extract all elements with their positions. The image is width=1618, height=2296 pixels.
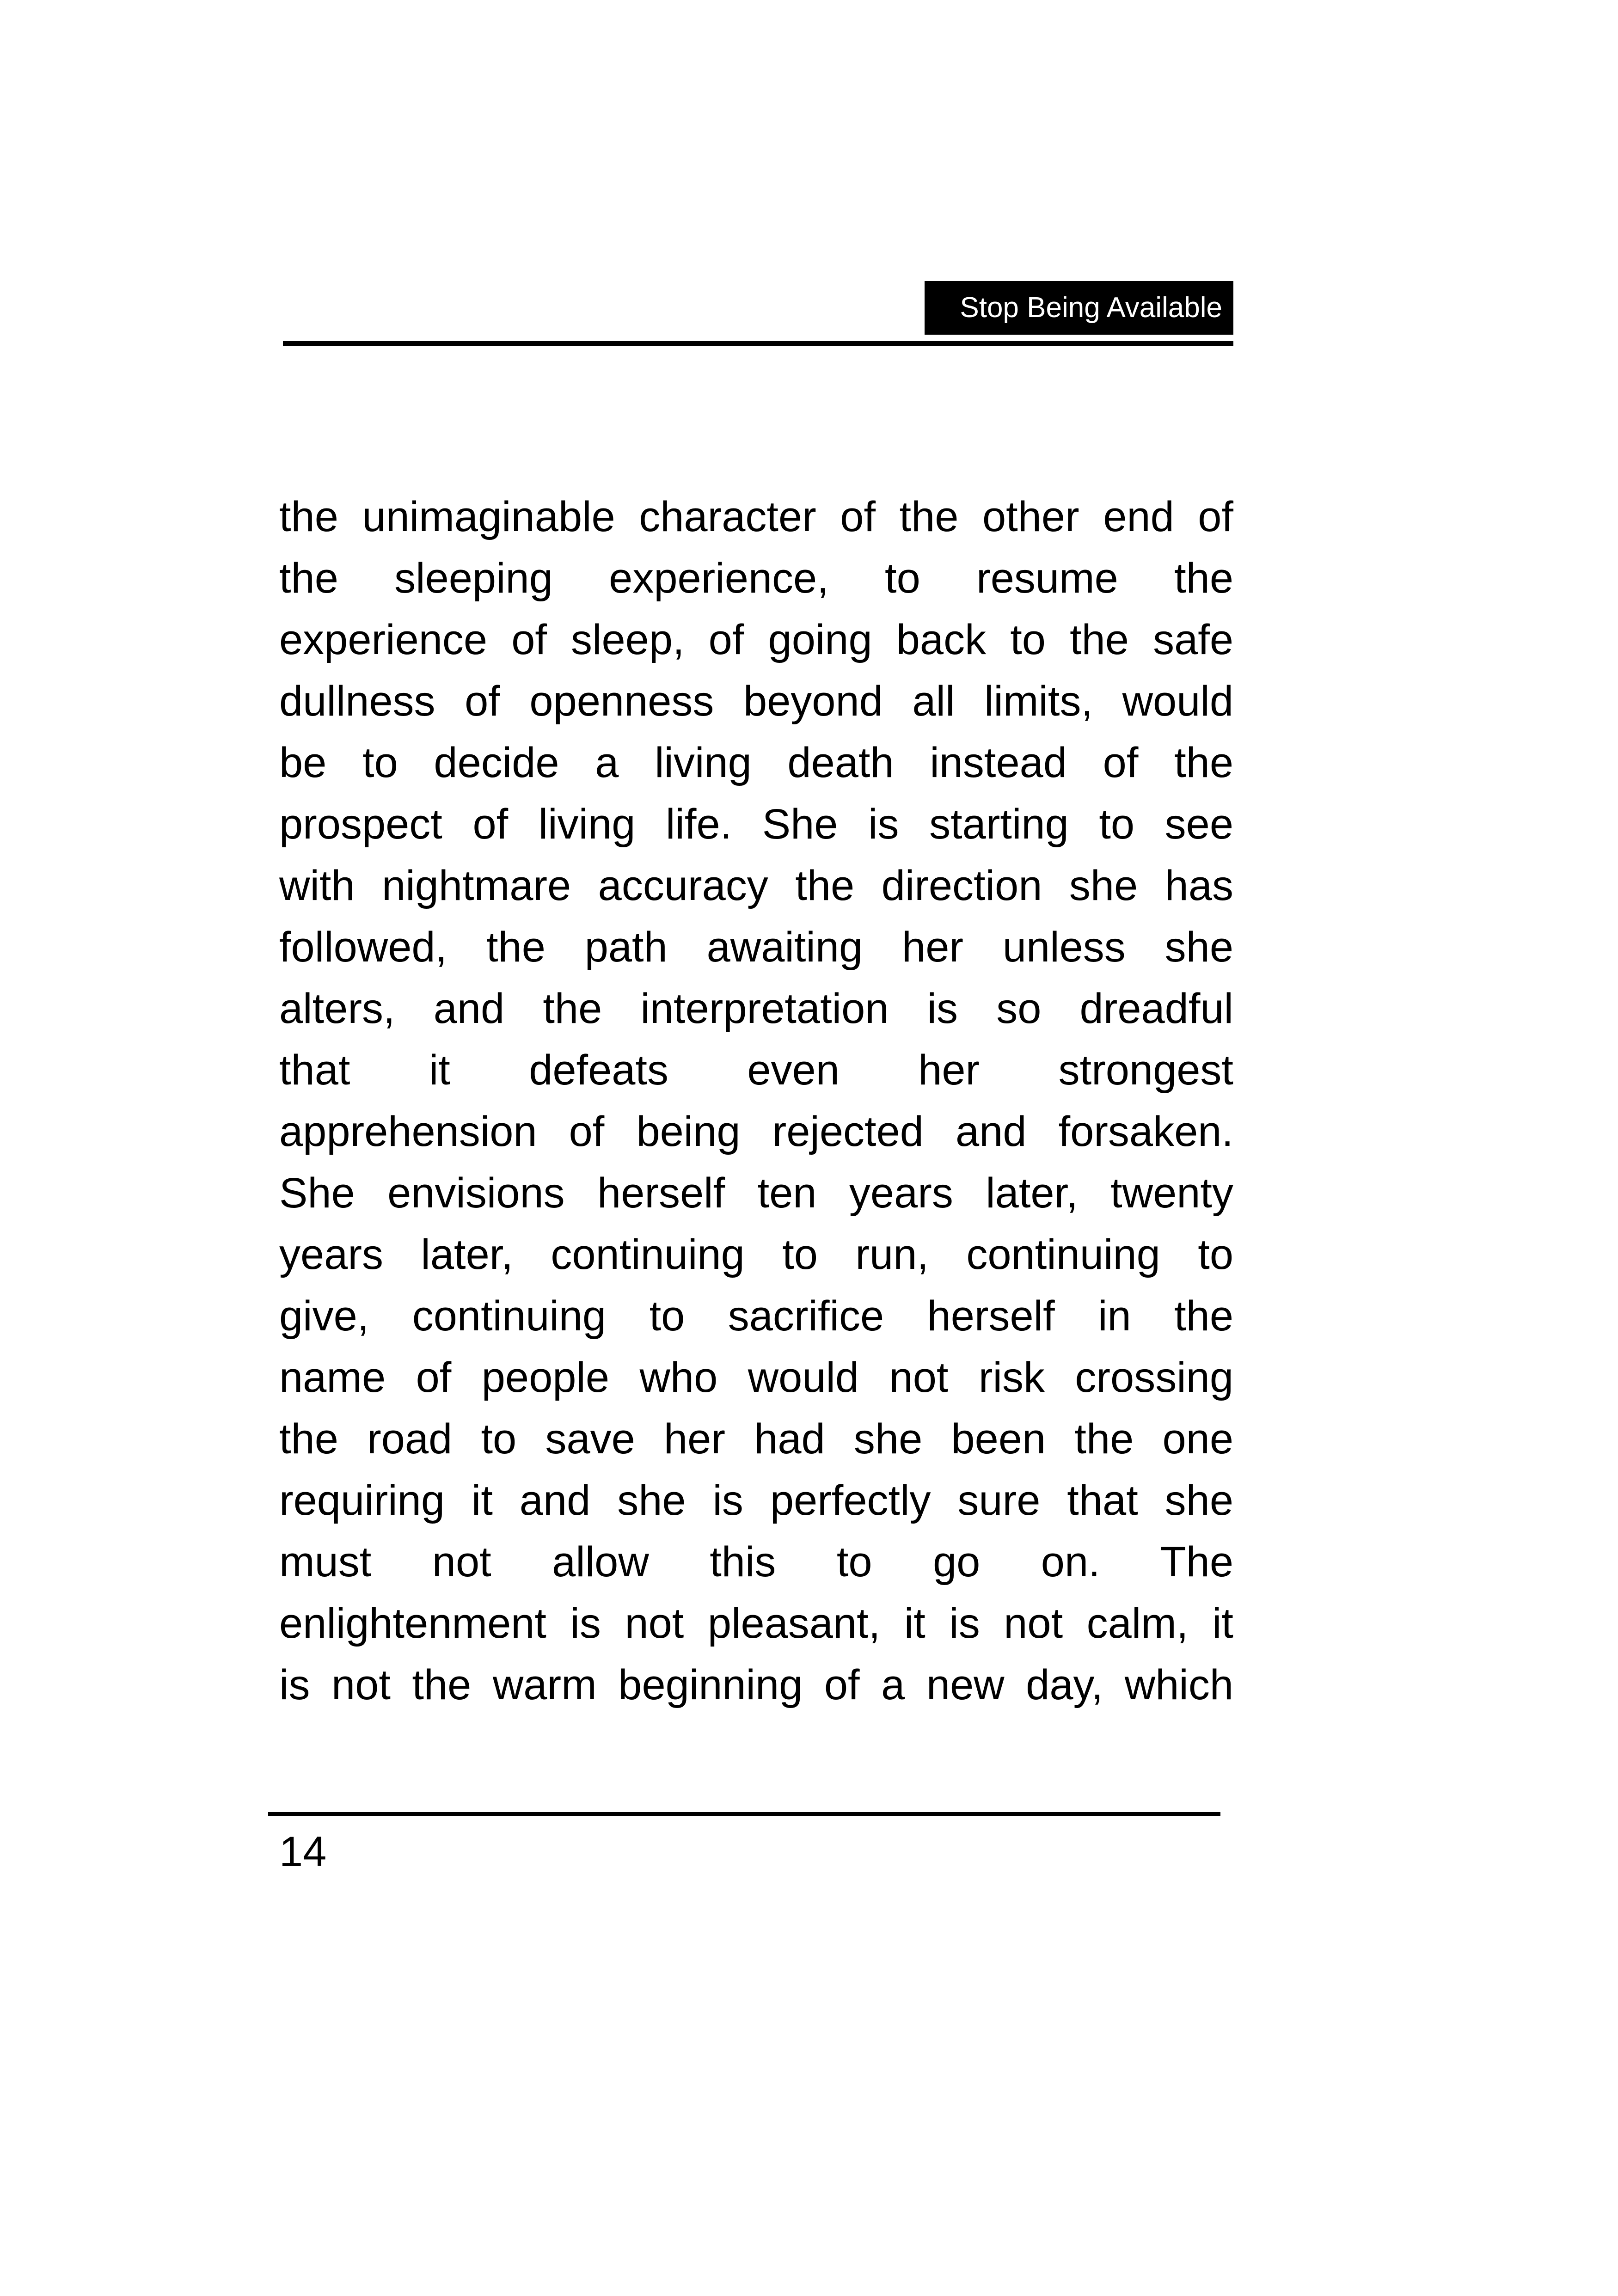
body-line: is not the warm beginning of a new day, which <box>279 1661 1233 1708</box>
body-line: dullness of openness beyond all limits, would <box>279 678 1233 725</box>
body-line: apprehension of being rejected and forsaken. <box>279 1108 1233 1155</box>
body-line: the unimaginable character of the other end of <box>279 493 1233 540</box>
body-line: be to decide a living death instead of the <box>279 739 1233 786</box>
body-line: with nightmare accuracy the direction she has <box>279 862 1233 909</box>
body-line: give, continuing to sacrifice herself in the <box>279 1292 1233 1340</box>
body-line: followed, the path awaiting her unless she <box>279 924 1233 971</box>
footer-rule <box>268 1812 1220 1816</box>
body-line: alters, and the interpretation is so dreadful <box>279 985 1233 1032</box>
body-text <box>279 486 1233 1716</box>
page-number: 14 <box>279 1828 327 1875</box>
body-line: the road to save her had she been the one <box>279 1415 1233 1463</box>
header-rule <box>283 341 1233 346</box>
running-header <box>925 281 1233 335</box>
body-line: enlightenment is not pleasant, it is not calm, it <box>279 1600 1233 1647</box>
body-line: prospect of living life. She is starting to see <box>279 801 1233 848</box>
body-line: that it defeats even her strongest <box>279 1047 1233 1094</box>
body-line: years later, continuing to run, continuing to <box>279 1231 1233 1278</box>
body-line: She envisions herself ten years later, twenty <box>279 1169 1233 1217</box>
body-line: must not allow this to go on. The <box>279 1538 1233 1586</box>
body-line: the sleeping experience, to resume the <box>279 555 1233 602</box>
body-line: name of people who would not risk crossing <box>279 1354 1233 1401</box>
running-header-title: Stop Being Available <box>960 292 1222 324</box>
body-line: requiring it and she is perfectly sure that she <box>279 1477 1233 1524</box>
body-line: experience of sleep, of going back to the safe <box>279 616 1233 663</box>
